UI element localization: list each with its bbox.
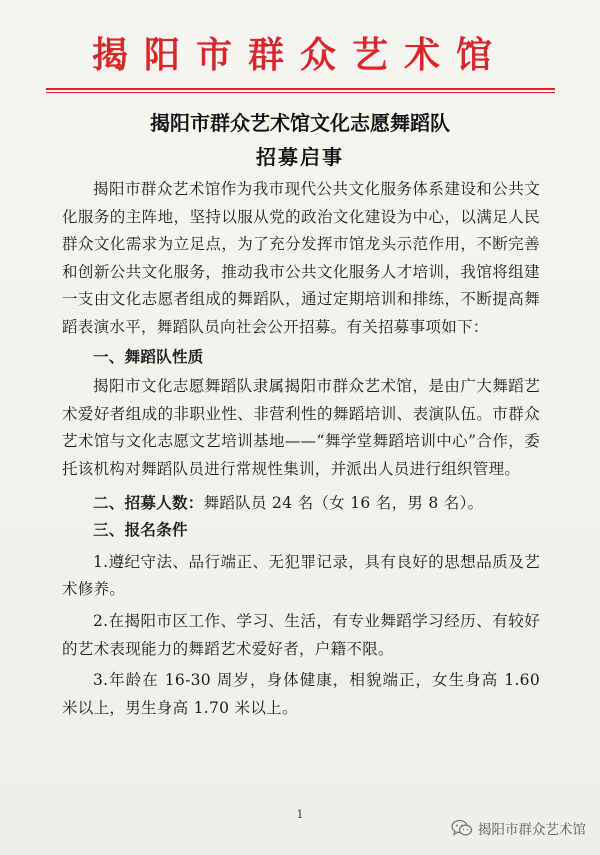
watermark-text: 揭阳市群众艺术馆 bbox=[478, 822, 586, 838]
section2-line bbox=[62, 490, 540, 518]
section3-heading: 三、报名条件 bbox=[93, 521, 188, 540]
document-body bbox=[62, 176, 540, 722]
page-number: 1 bbox=[296, 808, 304, 821]
condition-1: 1.遵纪守法、品行端正、无犯罪记录，具有良好的思想品质及艺术修养。 bbox=[62, 552, 540, 599]
letterhead-rule-thin bbox=[46, 92, 555, 93]
wechat-icon bbox=[451, 819, 473, 837]
wechat-watermark bbox=[451, 818, 586, 838]
section2-body: 舞蹈队员 24 名（女 16 名，男 8 名）。 bbox=[203, 493, 484, 512]
section1-heading: 一、舞蹈队性质 bbox=[93, 347, 204, 366]
section2-heading: 二、招募人数： bbox=[93, 493, 204, 512]
section1-body: 揭阳市文化志愿舞蹈队隶属揭阳市群众艺术馆，是由广大舞蹈艺术爱好者组成的非职业性、非营利性的舞蹈培训、表演队伍。市群众艺术馆与文化志愿文艺培训基地——“舞学堂舞蹈培训中心”合作，委托该机构对舞蹈队员进行常规性集训，并派出人员进行组织管理。 bbox=[62, 377, 540, 478]
document-subtitle: 招募启事 bbox=[256, 145, 344, 169]
letterhead-org-name: 揭阳市群众艺术馆 bbox=[91, 35, 508, 76]
condition-3: 3.年龄在 16-30 周岁，身体健康，相貌端正，女生身高 1.60 米以上，男生身高 1.70 米以上。 bbox=[62, 671, 540, 717]
letterhead-rule-thick bbox=[46, 88, 555, 90]
condition-2: 2.在揭阳市区工作、学习、生活，有专业舞蹈学习经历、有较好的艺术表现能力的舞蹈艺术爱好者，户籍不限。 bbox=[62, 611, 540, 658]
intro-paragraph: 揭阳市群众艺术馆作为我市现代公共文化服务体系建设和公共文化服务的主阵地，坚持以服从党的政治文化建设为中心，以满足人民群众文化需求为立足点，为了充分发挥市馆龙头示范作用，不断完善和创新公共文化服务，推动我市公共文化服务人才培训，我馆将组建一支由文化志愿者组成的舞蹈队，通过定期培训和排练，不断提高舞蹈表演水平，舞蹈队员向社会公开招募。有关招募事项如下： bbox=[62, 180, 540, 336]
document-title: 揭阳市群众艺术馆文化志愿舞蹈队 bbox=[150, 111, 450, 135]
